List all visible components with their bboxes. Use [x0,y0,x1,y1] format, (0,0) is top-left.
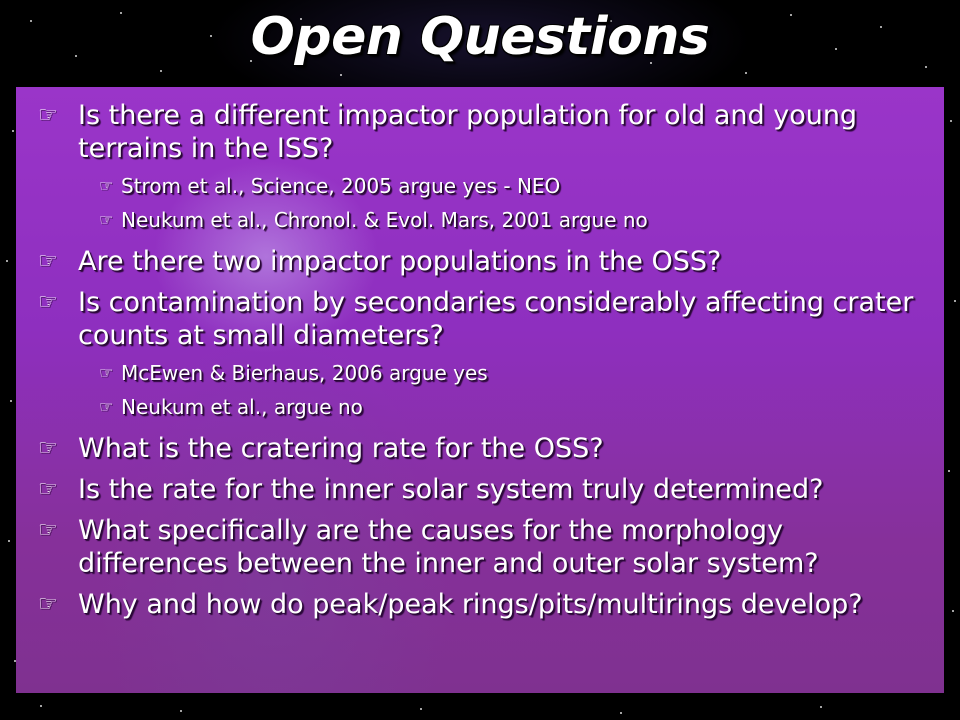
pointing-hand-icon: ☞ [38,290,58,315]
bullet-item [16,245,944,278]
star [820,706,822,708]
bullet-text: Is there a different impactor population for old and young terrains in the ISS? [78,100,858,164]
bullet-item [16,432,944,465]
bullet-text: What specifically are the causes for the morphology differences between the inner and outer solar system? [78,515,819,579]
star [6,260,8,262]
sub-bullet-item [16,360,944,386]
star [340,74,342,76]
star [12,130,14,132]
bullet-text: Is contamination by secondaries considerably affecting crater counts at small diameters? [78,287,914,351]
star [180,710,182,712]
sub-bullet-item [16,207,944,233]
bullet-item [16,99,944,165]
sub-bullet-item [16,394,944,420]
star [40,705,42,707]
sub-bullet-text: Neukum et al., argue no [121,395,363,419]
bullet-item [16,473,944,506]
star [950,120,952,122]
pointing-hand-icon: ☞ [38,436,58,461]
star [420,708,422,710]
bullet-text: Why and how do peak/peak rings/pits/multirings develop? [78,589,863,620]
pointing-hand-icon: ☞ [38,249,58,274]
content-panel [16,87,944,693]
pointing-hand-icon: ☞ [38,477,58,502]
sub-bullet-text: McEwen & Bierhaus, 2006 argue yes [121,361,488,385]
bullet-item [16,514,944,580]
bullet-text: What is the cratering rate for the OSS? [78,433,604,464]
star [954,300,956,302]
pointing-hand-icon: ☞ [99,397,114,416]
pointing-hand-icon: ☞ [38,103,58,128]
bullet-list [16,95,944,621]
sub-bullet-item [16,173,944,199]
star [620,712,622,714]
star [952,610,954,612]
pointing-hand-icon: ☞ [99,210,114,229]
star [8,540,10,542]
bullet-text: Is the rate for the inner solar system truly determined? [78,474,824,505]
bullet-item [16,588,944,621]
pointing-hand-icon: ☞ [38,518,58,543]
pointing-hand-icon: ☞ [99,176,114,195]
pointing-hand-icon: ☞ [99,363,114,382]
slide-title: Open Questions [250,7,710,67]
bullet-text: Are there two impactor populations in the OSS? [78,246,722,277]
pointing-hand-icon: ☞ [38,592,58,617]
bullet-item [16,286,944,352]
star [745,72,747,74]
sub-bullet-text: Strom et al., Science, 2005 argue yes - NEO [121,174,561,198]
star [10,400,12,402]
sub-bullet-text: Neukum et al., Chronol. & Evol. Mars, 2001 argue no [121,208,648,232]
star [948,470,950,472]
